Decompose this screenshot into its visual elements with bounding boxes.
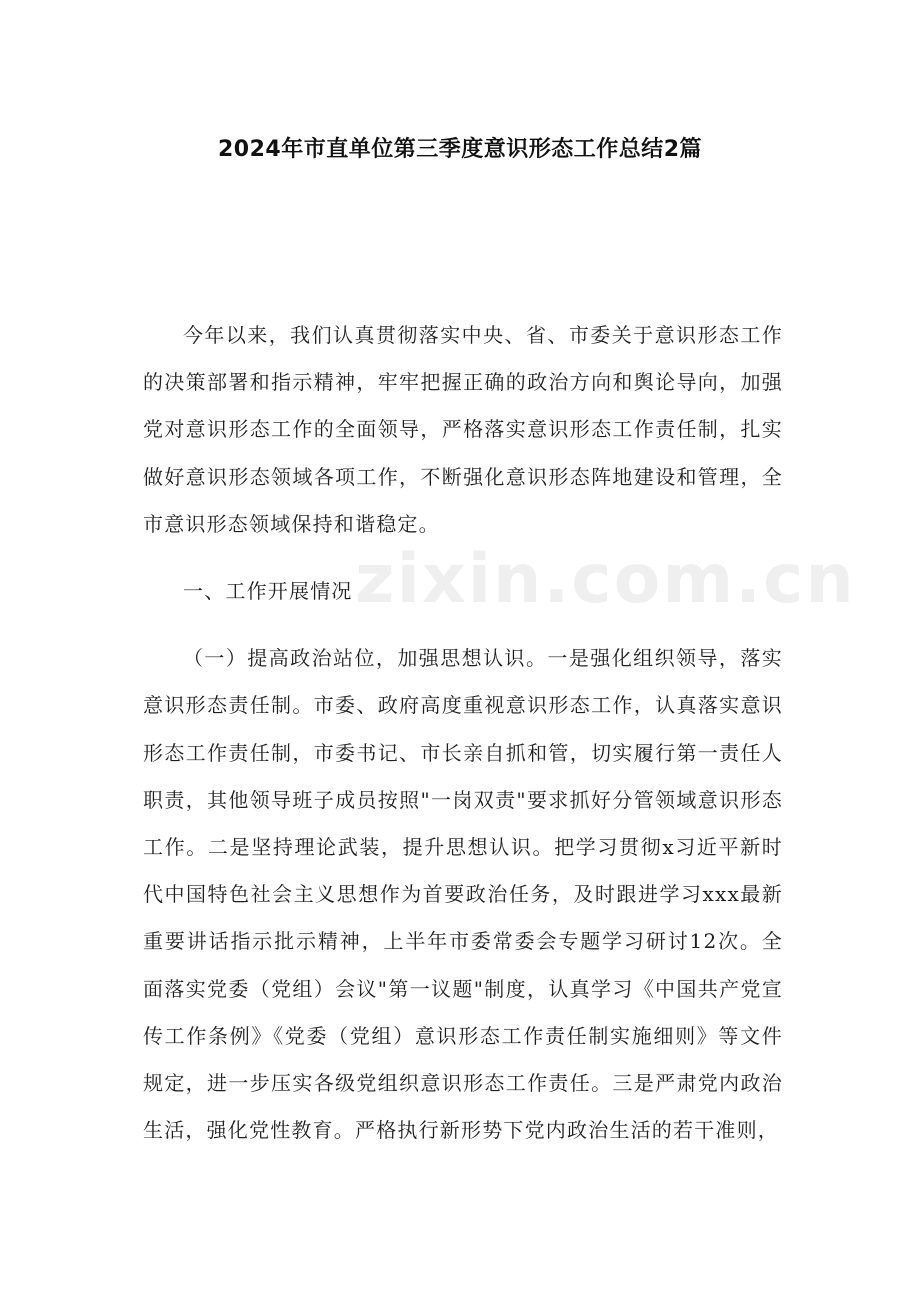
body-paragraph: （一）提高政治站位，加强思想认识。一是强化组织领导，落实意识形态责任制。市委、政府高度重视意识形态工作，认真落实意识形态工作责任制，市委书记、市长亲自抓和管，切实履行第一责任人职责，其他领导班子成员按照"一岗双责"要求抓好分管领域意识形态工作。二是坚持理论武装，提升思想认识。把学习贯彻x习近平新时代中国特色社会主义思想作为首要政治任务，及时跟进学习xxx最新重要讲话指示批示精神，上半年市委常委会专题学习研讨12次。全面落实党委（党组）会议"第一议题"制度，认真学习《中国共产党宣传工作条例》《党委（党组）意识形态工作责任制实施细则》等文件规定，进一步压实各级党组织意识形态工作责任。三是严肃党内政治生活，强化党性教育。严格执行新形势下党内政治生活的若干准则， xyxy=(143,646,783,1143)
intro-paragraph: 今年以来，我们认真贯彻落实中央、省、市委关于意识形态工作的决策部署和指示精神，牢牢把握正确的政治方向和舆论导向，加强党对意识形态工作的全面领导，严格落实意识形态工作责任制，扎实做好意识形态领域各项工作，不断强化意识形态阵地建设和管理，全市意识形态领域保持和谐稳定。 xyxy=(143,323,783,536)
document-body xyxy=(143,312,783,1154)
watermark: zixin.com.cn xyxy=(355,540,856,619)
section-heading: 一、工作开展情况 xyxy=(183,579,353,604)
document-title: 2024年市直单位第三季度意识形态工作总结2篇 xyxy=(217,137,703,162)
